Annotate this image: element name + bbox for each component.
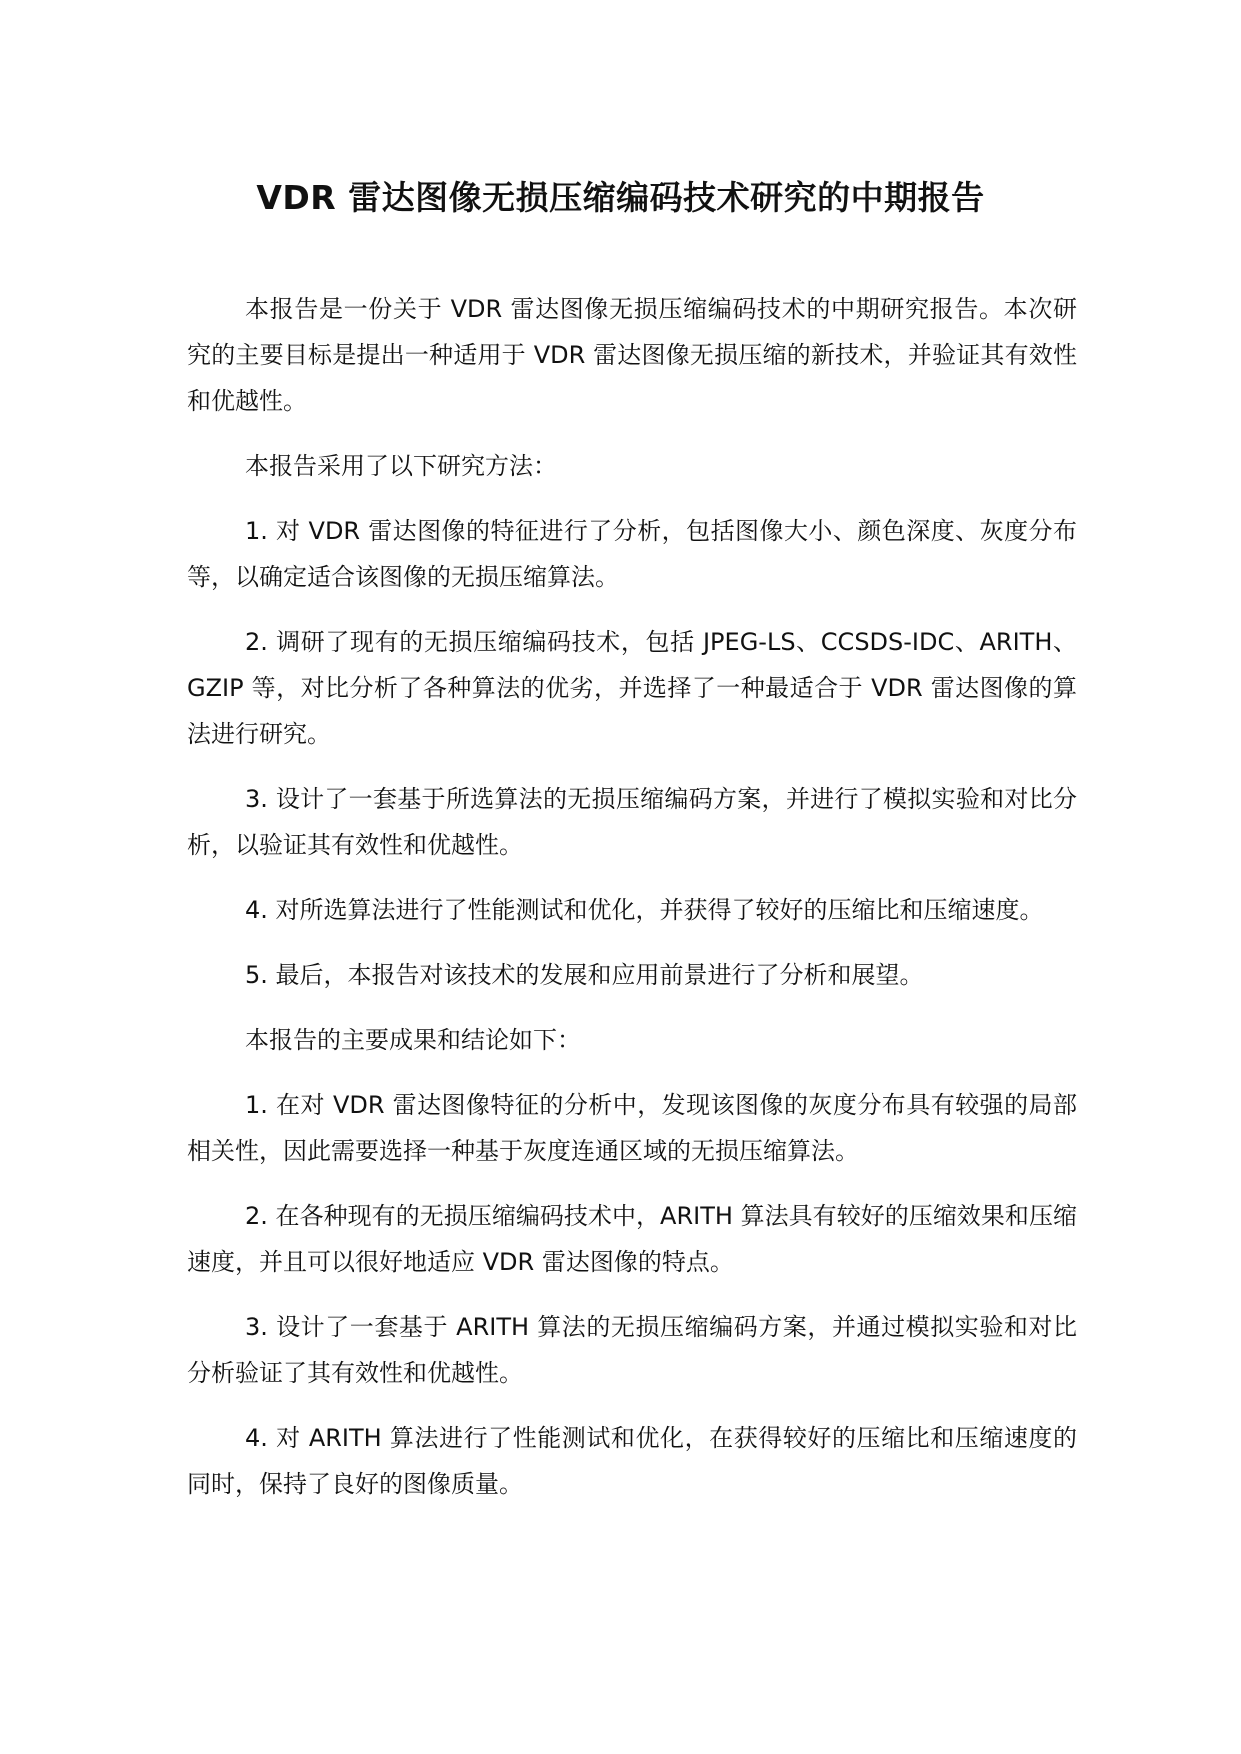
method-item-4: 4. 对所选算法进行了性能测试和优化，并获得了较好的压缩比和压缩速度。 bbox=[245, 896, 1044, 924]
result-item-4: 4. 对 ARITH 算法进行了性能测试和优化，在获得较好的压缩比和压缩速度的同时，保持了良好的图像质量。 bbox=[187, 1424, 1077, 1498]
method-item-2: 2. 调研了现有的无损压缩编码技术，包括 JPEG-LS、CCSDS-IDC、ARITH、GZIP 等，对比分析了各种算法的优劣，并选择了一种最适合于 VDR 雷达图像的算法进行研究。 bbox=[187, 628, 1077, 748]
result-item-1: 1. 在对 VDR 雷达图像特征的分析中，发现该图像的灰度分布具有较强的局部相关性，因此需要选择一种基于灰度连通区域的无损压缩算法。 bbox=[187, 1091, 1077, 1165]
method-item-3: 3. 设计了一套基于所选算法的无损压缩编码方案，并进行了模拟实验和对比分析，以验证其有效性和优越性。 bbox=[187, 785, 1077, 859]
results-heading-paragraph: 本报告的主要成果和结论如下： bbox=[245, 1026, 581, 1054]
result-item-3: 3. 设计了一套基于 ARITH 算法的无损压缩编码方案，并通过模拟实验和对比分析验证了其有效性和优越性。 bbox=[187, 1313, 1077, 1387]
page-title: VDR 雷达图像无损压缩编码技术研究的中期报告 bbox=[256, 178, 985, 217]
method-item-1: 1. 对 VDR 雷达图像的特征进行了分析，包括图像大小、颜色深度、灰度分布等，以确定适合该图像的无损压缩算法。 bbox=[187, 517, 1077, 591]
intro-paragraph: 本报告是一份关于 VDR 雷达图像无损压缩编码技术的中期研究报告。本次研究的主要目标是提出一种适用于 VDR 雷达图像无损压缩的新技术，并验证其有效性和优越性。 bbox=[187, 295, 1077, 415]
result-item-2: 2. 在各种现有的无损压缩编码技术中，ARITH 算法具有较好的压缩效果和压缩速度，并且可以很好地适应 VDR 雷达图像的特点。 bbox=[187, 1202, 1077, 1276]
methods-heading-paragraph: 本报告采用了以下研究方法： bbox=[245, 452, 557, 480]
document-body bbox=[187, 286, 1077, 1526]
method-item-5: 5. 最后，本报告对该技术的发展和应用前景进行了分析和展望。 bbox=[245, 961, 924, 989]
